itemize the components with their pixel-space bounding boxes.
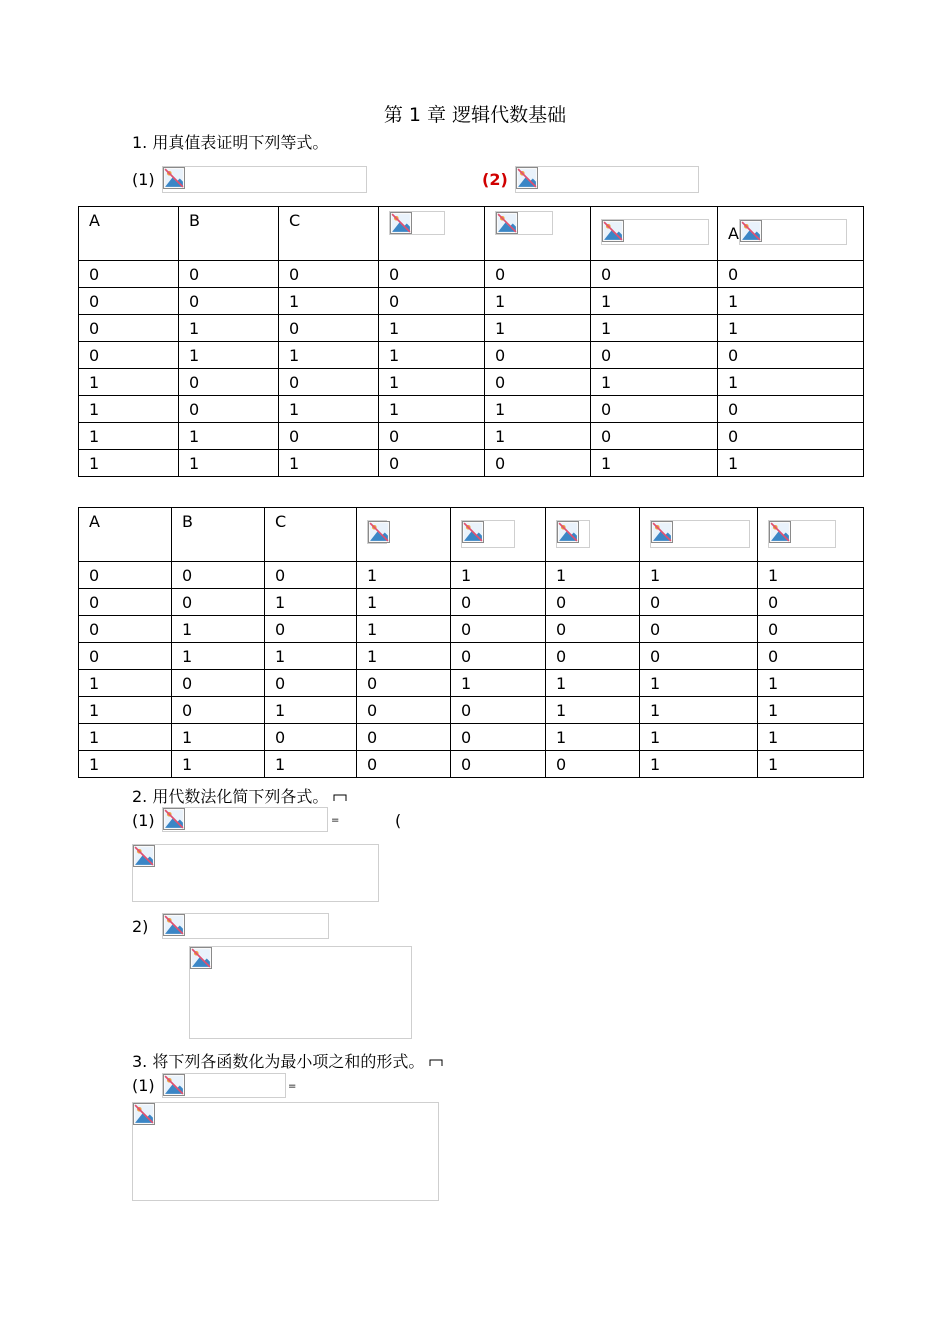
table-cell: 0 bbox=[79, 342, 179, 369]
table-row bbox=[79, 724, 864, 751]
table-cell: 0 bbox=[451, 616, 546, 643]
truth-table-1 bbox=[78, 206, 864, 477]
table-cell: 0 bbox=[640, 589, 758, 616]
table-cell: 1 bbox=[379, 396, 485, 423]
table-cell: 0 bbox=[485, 342, 591, 369]
table-cell: 0 bbox=[546, 589, 640, 616]
table-2-header-a: A bbox=[79, 508, 172, 562]
q3-part-1-label: (1) bbox=[132, 1076, 155, 1095]
table-2-header-expr-1 bbox=[357, 508, 451, 562]
table-cell: 1 bbox=[546, 697, 640, 724]
table-cell: 1 bbox=[546, 670, 640, 697]
table-cell: 1 bbox=[79, 369, 179, 396]
table-cell: 0 bbox=[79, 616, 172, 643]
table-cell: 1 bbox=[758, 562, 864, 589]
q2-part-1-label: (1) bbox=[132, 811, 155, 830]
broken-image-icon bbox=[190, 947, 212, 969]
table-cell: 0 bbox=[179, 396, 279, 423]
table-cell: 0 bbox=[79, 589, 172, 616]
question-1-label: 1. 用真值表证明下列等式。 bbox=[132, 133, 329, 152]
table-cell: 0 bbox=[640, 616, 758, 643]
table-cell: 1 bbox=[485, 396, 591, 423]
table-cell: 1 bbox=[357, 589, 451, 616]
table-cell: 1 bbox=[485, 423, 591, 450]
table-cell: 0 bbox=[718, 342, 864, 369]
table-cell: 1 bbox=[640, 751, 758, 778]
table-2-header-c: C bbox=[265, 508, 357, 562]
table-cell: 0 bbox=[279, 369, 379, 396]
broken-image-icon bbox=[740, 220, 762, 242]
table-cell: 0 bbox=[265, 670, 357, 697]
table-cell: 1 bbox=[172, 643, 265, 670]
table-cell: 0 bbox=[485, 369, 591, 396]
table-row bbox=[79, 423, 864, 450]
table-cell: 0 bbox=[172, 589, 265, 616]
table-cell: 1 bbox=[79, 670, 172, 697]
table-cell: 1 bbox=[79, 751, 172, 778]
table-cell: 0 bbox=[357, 724, 451, 751]
table-cell: 0 bbox=[79, 261, 179, 288]
table-row bbox=[79, 396, 864, 423]
broken-image-icon bbox=[133, 1103, 155, 1125]
broken-image-icon bbox=[163, 914, 185, 936]
table-1-header-expr-2 bbox=[485, 207, 591, 261]
table-cell: 1 bbox=[640, 697, 758, 724]
q2-expression-1-image bbox=[162, 807, 328, 832]
table-cell: 0 bbox=[79, 643, 172, 670]
table-cell: 1 bbox=[357, 616, 451, 643]
table-row bbox=[79, 342, 864, 369]
table-cell: 1 bbox=[546, 724, 640, 751]
table-1-header-expr-1 bbox=[379, 207, 485, 261]
table-cell: 1 bbox=[179, 423, 279, 450]
table-cell: 0 bbox=[485, 261, 591, 288]
table-cell: 1 bbox=[379, 342, 485, 369]
anchor-mark-icon bbox=[428, 1057, 444, 1067]
table-1-header-expr-4 bbox=[718, 207, 864, 261]
table-cell: 0 bbox=[179, 288, 279, 315]
table-cell: 1 bbox=[172, 751, 265, 778]
broken-image-icon bbox=[133, 845, 155, 867]
table-cell: 0 bbox=[485, 450, 591, 477]
q3-equals-sign: = bbox=[288, 1081, 297, 1092]
broken-image-icon bbox=[557, 521, 579, 543]
q1-part-2-label: (2) bbox=[482, 170, 508, 189]
table-1-header-b: B bbox=[179, 207, 279, 261]
question-2-label bbox=[132, 784, 348, 807]
table-cell: 0 bbox=[279, 261, 379, 288]
table-cell: 0 bbox=[758, 643, 864, 670]
table-cell: 0 bbox=[279, 423, 379, 450]
table-cell: 1 bbox=[279, 288, 379, 315]
table-2-header-expr-2 bbox=[451, 508, 546, 562]
table-cell: 0 bbox=[379, 288, 485, 315]
table-cell: 1 bbox=[79, 450, 179, 477]
table-cell: 1 bbox=[451, 670, 546, 697]
table-cell: 1 bbox=[179, 342, 279, 369]
table-cell: 0 bbox=[591, 423, 718, 450]
table-row bbox=[79, 288, 864, 315]
table-cell: 1 bbox=[591, 369, 718, 396]
broken-image-icon bbox=[163, 808, 185, 830]
table-cell: 1 bbox=[485, 288, 591, 315]
q2-open-paren: ( bbox=[395, 811, 402, 830]
table-cell: 1 bbox=[357, 562, 451, 589]
table-cell: 1 bbox=[546, 562, 640, 589]
table-row bbox=[79, 315, 864, 342]
broken-image-icon bbox=[368, 521, 390, 543]
table-1-header-c: C bbox=[279, 207, 379, 261]
table-cell: 1 bbox=[451, 562, 546, 589]
table-cell: 1 bbox=[485, 315, 591, 342]
broken-image-icon bbox=[390, 212, 412, 234]
table-cell: 1 bbox=[591, 315, 718, 342]
table-cell: 1 bbox=[640, 670, 758, 697]
table-cell: 1 bbox=[79, 697, 172, 724]
broken-image-icon bbox=[163, 1074, 185, 1096]
table-cell: 1 bbox=[179, 315, 279, 342]
table-cell: 0 bbox=[265, 724, 357, 751]
table-row bbox=[79, 562, 864, 589]
table-cell: 0 bbox=[451, 751, 546, 778]
table-cell: 0 bbox=[379, 261, 485, 288]
page-title: 第 1 章 逻辑代数基础 bbox=[383, 104, 567, 126]
table-cell: 1 bbox=[265, 643, 357, 670]
table-row bbox=[79, 643, 864, 670]
table-cell: 0 bbox=[79, 562, 172, 589]
table-cell: 0 bbox=[640, 643, 758, 670]
table-cell: 1 bbox=[718, 369, 864, 396]
table-cell: 0 bbox=[546, 616, 640, 643]
anchor-mark-icon bbox=[332, 792, 348, 802]
table-cell: 0 bbox=[451, 643, 546, 670]
table-cell: 1 bbox=[758, 697, 864, 724]
table-cell: 1 bbox=[279, 342, 379, 369]
q2-solution-1-image bbox=[132, 844, 379, 902]
table-row bbox=[79, 261, 864, 288]
table-cell: 0 bbox=[357, 751, 451, 778]
table-cell: 1 bbox=[718, 450, 864, 477]
q1-equation-2-image bbox=[515, 166, 699, 193]
table-cell: 0 bbox=[718, 396, 864, 423]
q1-equation-1-image bbox=[162, 166, 367, 193]
table-cell: 0 bbox=[265, 562, 357, 589]
table-cell: 0 bbox=[357, 670, 451, 697]
table-cell: 1 bbox=[279, 450, 379, 477]
table-cell: 1 bbox=[172, 724, 265, 751]
table-2-header-expr-3 bbox=[546, 508, 640, 562]
broken-image-icon bbox=[163, 167, 185, 189]
table-cell: 1 bbox=[758, 670, 864, 697]
broken-image-icon bbox=[602, 220, 624, 242]
table-row bbox=[79, 697, 864, 724]
table-cell: 0 bbox=[379, 450, 485, 477]
table-cell: 0 bbox=[79, 288, 179, 315]
table-row bbox=[79, 616, 864, 643]
table-2-header-b: B bbox=[172, 508, 265, 562]
table-row bbox=[79, 450, 864, 477]
table-cell: 0 bbox=[718, 423, 864, 450]
table-cell: 1 bbox=[357, 643, 451, 670]
table-cell: 1 bbox=[640, 562, 758, 589]
table-cell: 1 bbox=[79, 423, 179, 450]
table-cell: 0 bbox=[172, 562, 265, 589]
broken-image-icon bbox=[496, 212, 518, 234]
q3-expression-1-image bbox=[162, 1073, 286, 1098]
question-3-label bbox=[132, 1049, 444, 1072]
table-row bbox=[79, 670, 864, 697]
q2-expression-2-image bbox=[162, 913, 329, 939]
table-cell: 1 bbox=[179, 450, 279, 477]
table-cell: 1 bbox=[591, 288, 718, 315]
table-cell: 1 bbox=[265, 751, 357, 778]
table-cell: 1 bbox=[172, 616, 265, 643]
table-cell: 1 bbox=[265, 589, 357, 616]
table-cell: 0 bbox=[718, 261, 864, 288]
table-cell: 0 bbox=[546, 751, 640, 778]
table-cell: 1 bbox=[758, 751, 864, 778]
table-cell: 0 bbox=[357, 697, 451, 724]
table-cell: 1 bbox=[379, 315, 485, 342]
table-cell: 0 bbox=[758, 589, 864, 616]
table-cell: 0 bbox=[179, 261, 279, 288]
truth-table-2 bbox=[78, 507, 864, 778]
table-cell: 0 bbox=[379, 423, 485, 450]
broken-image-icon bbox=[462, 521, 484, 543]
table-cell: 0 bbox=[451, 589, 546, 616]
q2-part-2-label: 2) bbox=[132, 917, 149, 936]
table-cell: 1 bbox=[718, 288, 864, 315]
table-row bbox=[79, 369, 864, 396]
table-cell: 0 bbox=[591, 396, 718, 423]
table-cell: 0 bbox=[451, 724, 546, 751]
table-cell: 0 bbox=[172, 670, 265, 697]
table-cell: 1 bbox=[640, 724, 758, 751]
table-row bbox=[79, 751, 864, 778]
table-cell: 0 bbox=[279, 315, 379, 342]
table-cell: 1 bbox=[718, 315, 864, 342]
table-cell: 0 bbox=[79, 315, 179, 342]
table-cell: 1 bbox=[79, 724, 172, 751]
table-1-header-expr-3 bbox=[591, 207, 718, 261]
table-cell: 0 bbox=[451, 697, 546, 724]
table-cell: 1 bbox=[379, 369, 485, 396]
table-cell: 0 bbox=[591, 261, 718, 288]
table-cell: 0 bbox=[591, 342, 718, 369]
broken-image-icon bbox=[516, 167, 538, 189]
table-cell: 1 bbox=[591, 450, 718, 477]
table-cell: 1 bbox=[758, 724, 864, 751]
table-cell: 1 bbox=[265, 697, 357, 724]
table-cell: 0 bbox=[546, 643, 640, 670]
broken-image-icon bbox=[651, 521, 673, 543]
table-cell: 1 bbox=[79, 396, 179, 423]
q1-part-1-label: (1) bbox=[132, 170, 155, 189]
table-1-header-a-prefix: A bbox=[728, 224, 739, 243]
question-2-text: 2. 用代数法化简下列各式。 bbox=[132, 787, 329, 806]
table-2-header-expr-4 bbox=[640, 508, 758, 562]
table-cell: 1 bbox=[279, 396, 379, 423]
q2-equals-sign: = bbox=[331, 815, 340, 826]
table-cell: 0 bbox=[265, 616, 357, 643]
q2-solution-2-image bbox=[189, 946, 412, 1039]
table-2-header-expr-5 bbox=[758, 508, 864, 562]
question-3-text: 3. 将下列各函数化为最小项之和的形式。 bbox=[132, 1052, 425, 1071]
table-cell: 0 bbox=[179, 369, 279, 396]
table-cell: 0 bbox=[758, 616, 864, 643]
broken-image-icon bbox=[769, 521, 791, 543]
table-1-header-a: A bbox=[79, 207, 179, 261]
q3-solution-1-image bbox=[132, 1102, 439, 1201]
table-cell: 0 bbox=[172, 697, 265, 724]
table-row bbox=[79, 589, 864, 616]
